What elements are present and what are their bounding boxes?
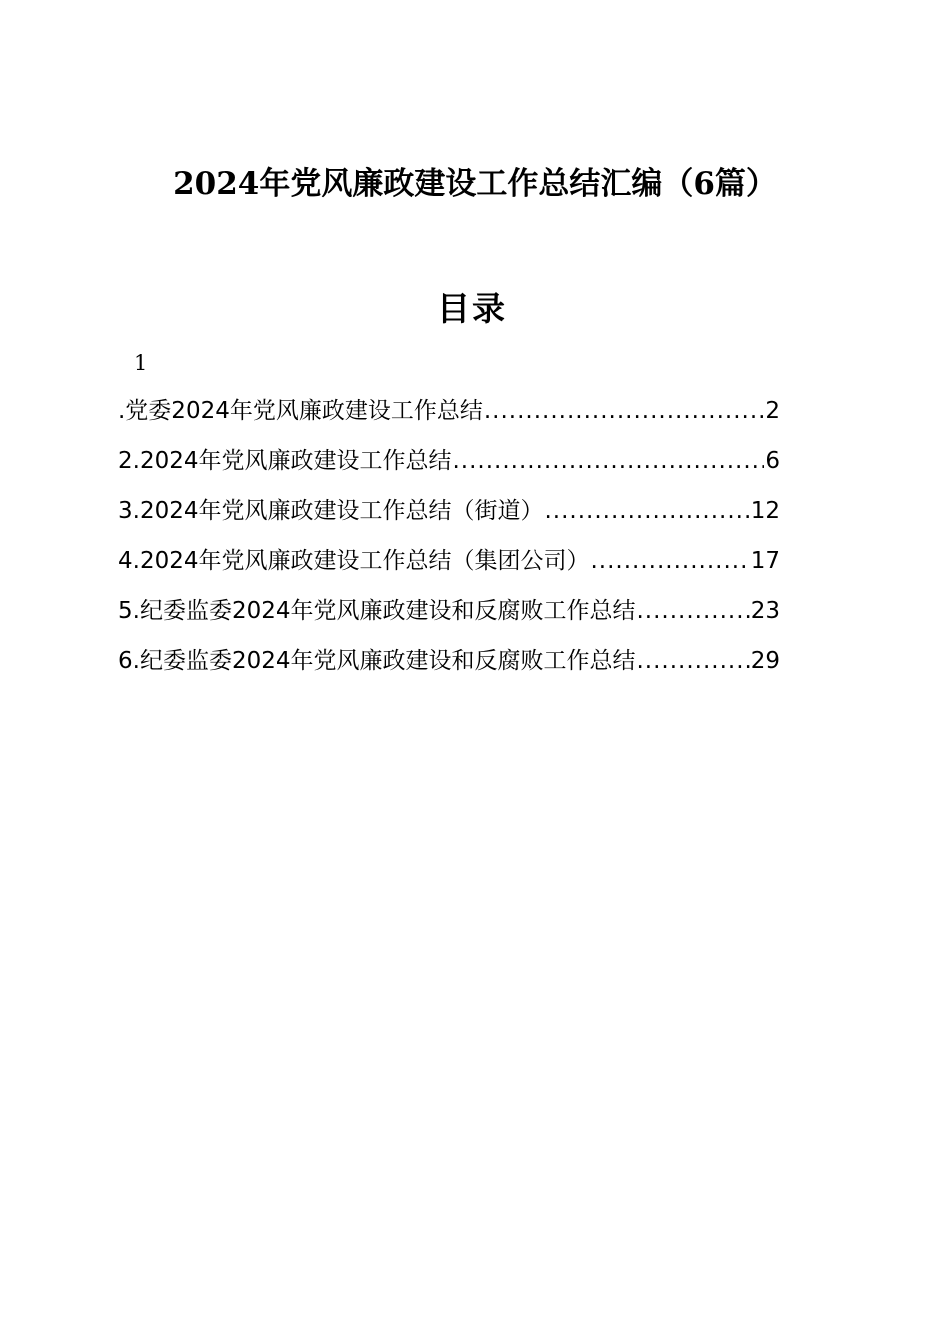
stray-number: 1 [134,351,148,375]
toc-entry-2[interactable] [118,442,780,492]
toc-dot-leader [484,392,765,430]
toc-entry-3[interactable] [118,492,780,542]
toc-dot-leader [452,442,764,480]
toc-entry-1[interactable] [118,392,780,442]
toc-entry-label: 3.2024年党风廉政建设工作总结（街道） [118,498,544,524]
toc-entry-page: 2 [765,398,780,424]
toc-entry-page: 6 [765,448,780,474]
toc-entry-label: 6.纪委监委2024年党风廉政建设和反腐败工作总结 [118,648,636,674]
toc-entry-page: 29 [750,648,780,674]
document-title: 2024年党风廉政建设工作总结汇编（6篇） [173,166,777,202]
table-of-contents [118,392,780,692]
toc-entry-label: 5.纪委监委2024年党风廉政建设和反腐败工作总结 [118,598,636,624]
toc-entry-page: 17 [750,548,780,574]
toc-entry-4[interactable] [118,542,780,592]
toc-dot-leader [590,542,749,580]
toc-dot-leader [636,642,749,680]
toc-entry-page: 12 [750,498,780,524]
toc-entry-label: 4.2024年党风廉政建设工作总结（集团公司） [118,548,590,574]
toc-dot-leader [636,592,749,630]
toc-entry-page: 23 [750,598,780,624]
toc-heading: 目录 [437,289,507,328]
toc-dot-leader [544,492,749,530]
toc-entry-5[interactable] [118,592,780,642]
toc-entry-label: .党委2024年党风廉政建设工作总结 [118,398,483,424]
toc-entry-6[interactable] [118,642,780,692]
toc-entry-label: 2.2024年党风廉政建设工作总结 [118,448,452,474]
